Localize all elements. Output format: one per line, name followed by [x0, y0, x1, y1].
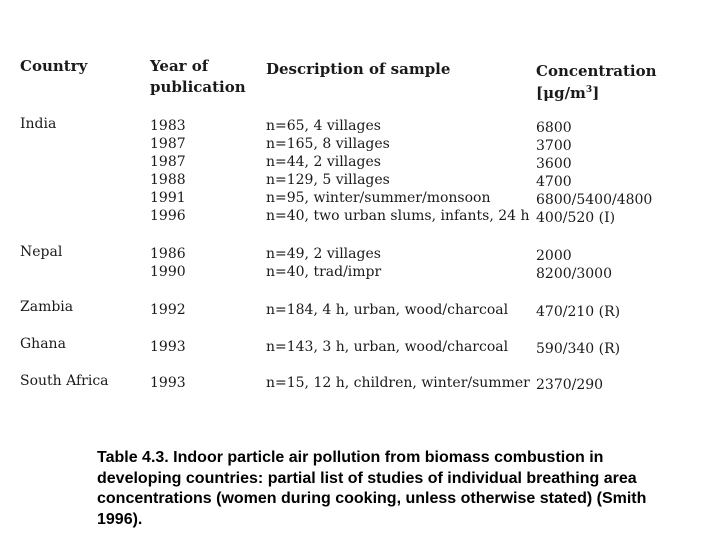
- year-cell: 1990: [150, 264, 186, 280]
- year-cell: 1987: [150, 136, 186, 152]
- header-concentration-line1: Concentration: [536, 62, 657, 80]
- description-cell: n=40, two urban slums, infants, 24 h: [266, 208, 530, 224]
- year-cell: 1996: [150, 208, 186, 224]
- concentration-cell: 4700: [536, 174, 572, 190]
- year-cell: 1987: [150, 154, 186, 170]
- concentration-cell: 2370/290: [536, 377, 604, 393]
- year-cell: 1988: [150, 172, 186, 188]
- description-cell: n=15, 12 h, children, winter/summer: [266, 375, 530, 391]
- year-cell: 1991: [150, 190, 186, 206]
- description-cell: n=49, 2 villages: [266, 246, 381, 262]
- description-cell: n=40, trad/impr: [266, 264, 382, 280]
- header-year-line1: Year of: [150, 57, 209, 75]
- concentration-cell: 3600: [536, 156, 572, 172]
- country-nepal: Nepal: [20, 244, 63, 260]
- description-cell: n=165, 8 villages: [266, 136, 390, 152]
- country-zambia: Zambia: [20, 299, 74, 315]
- concentration-cell: 2000: [536, 248, 572, 264]
- year-cell: 1983: [150, 118, 186, 134]
- concentration-cell: 3700: [536, 138, 572, 154]
- header-year-line2: publication: [150, 78, 246, 96]
- concentration-cell: 8200/3000: [536, 266, 612, 282]
- header-concentration-line2: $[\mu g/m^3]$: [536, 84, 600, 102]
- year-cell: 1993: [150, 375, 186, 391]
- description-cell: n=184, 4 h, urban, wood/charcoal: [266, 302, 509, 318]
- concentration-cell: 400/520 (I): [536, 210, 616, 226]
- table-caption: Table 4.3. Indoor particle air pollution from biomass combustion in developing countries: partial list of studies of individual breathing area concentrations (women during cooking, unless otherwise stated) (Smith 1996).: [97, 449, 647, 528]
- description-cell: n=143, 3 h, urban, wood/charcoal: [266, 339, 509, 355]
- year-cell: 1993: [150, 339, 186, 355]
- description-cell: n=95, winter/summer/monsoon: [266, 190, 491, 206]
- concentration-cell: 590/340 (R): [536, 341, 621, 357]
- year-cell: 1992: [150, 302, 186, 318]
- concentration-cell: 470/210 (R): [536, 304, 621, 320]
- description-cell: n=65, 4 villages: [266, 118, 381, 134]
- country-ghana: Ghana: [20, 336, 66, 352]
- concentration-cell: 6800/5400/4800: [536, 192, 653, 208]
- header-description: Description of sample: [266, 60, 451, 78]
- country-south-africa: South Africa: [20, 373, 109, 389]
- description-cell: n=44, 2 villages: [266, 154, 381, 170]
- description-cell: n=129, 5 villages: [266, 172, 390, 188]
- country-india: India: [20, 116, 57, 132]
- concentration-cell: 6800: [536, 120, 572, 136]
- year-cell: 1986: [150, 246, 186, 262]
- header-country: Country: [20, 57, 88, 75]
